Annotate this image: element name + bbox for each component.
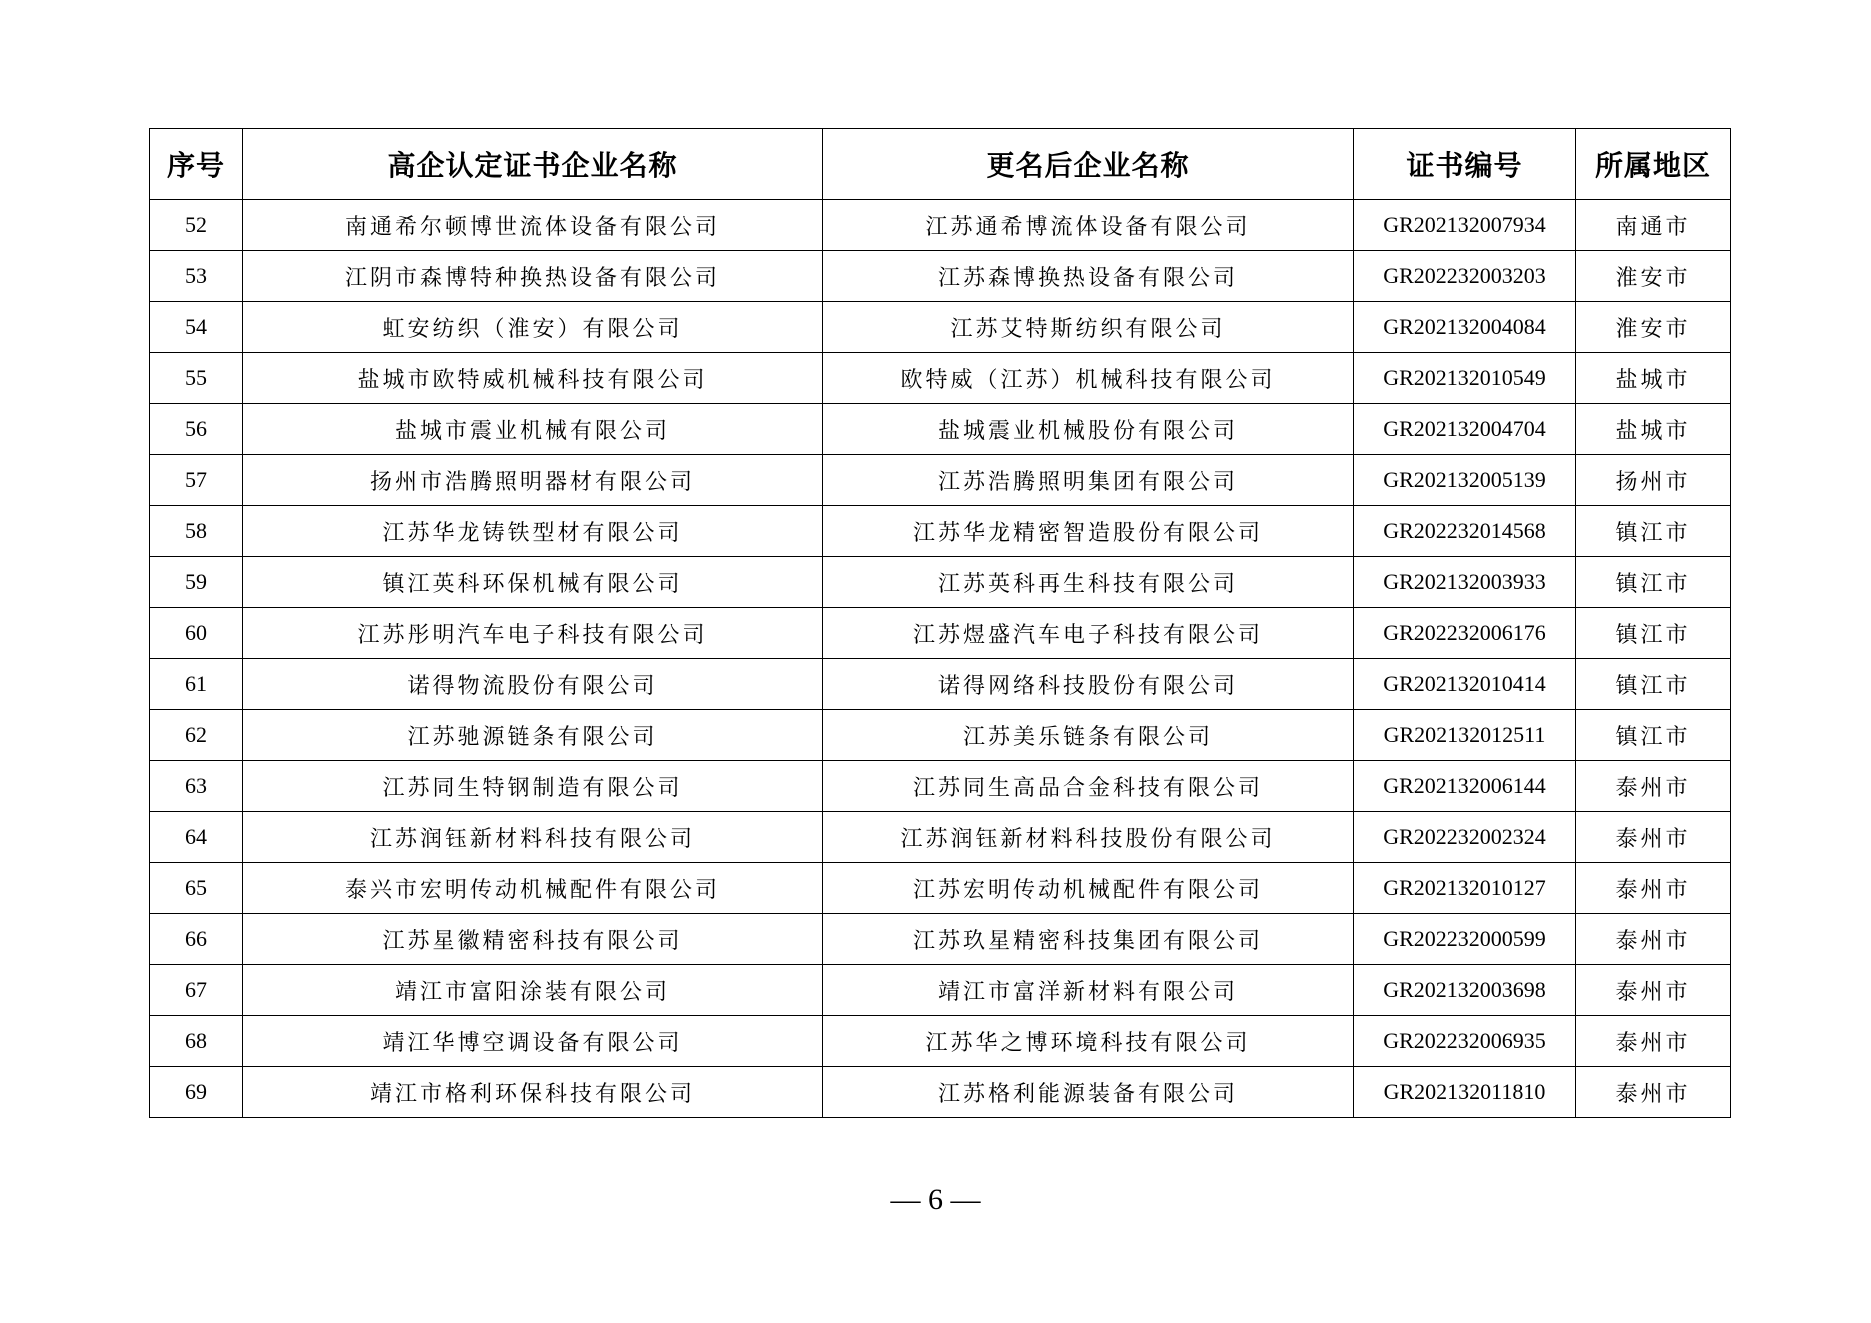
cell-region: 镇江市 xyxy=(1576,710,1731,761)
cell-original-name: 靖江华博空调设备有限公司 xyxy=(243,1016,823,1067)
cell-cert-no: GR202132004084 xyxy=(1354,302,1576,353)
header-new-name: 更名后企业名称 xyxy=(823,129,1354,200)
cell-cert-no: GR202232006935 xyxy=(1354,1016,1576,1067)
cell-cert-no: GR202232006176 xyxy=(1354,608,1576,659)
cell-cert-no: GR202232000599 xyxy=(1354,914,1576,965)
cell-new-name: 江苏华之博环境科技有限公司 xyxy=(823,1016,1354,1067)
cell-cert-no: GR202132007934 xyxy=(1354,200,1576,251)
cell-region: 泰州市 xyxy=(1576,1016,1731,1067)
cell-new-name: 江苏格利能源装备有限公司 xyxy=(823,1067,1354,1118)
cell-new-name: 江苏华龙精密智造股份有限公司 xyxy=(823,506,1354,557)
cell-num: 65 xyxy=(150,863,243,914)
cell-num: 62 xyxy=(150,710,243,761)
cell-new-name: 江苏玖星精密科技集团有限公司 xyxy=(823,914,1354,965)
table-row xyxy=(150,608,1731,659)
cell-num: 57 xyxy=(150,455,243,506)
cell-new-name: 江苏英科再生科技有限公司 xyxy=(823,557,1354,608)
cell-new-name: 江苏宏明传动机械配件有限公司 xyxy=(823,863,1354,914)
cell-new-name: 江苏通希博流体设备有限公司 xyxy=(823,200,1354,251)
table-row xyxy=(150,200,1731,251)
cell-new-name: 江苏艾特斯纺织有限公司 xyxy=(823,302,1354,353)
cell-num: 68 xyxy=(150,1016,243,1067)
cell-cert-no: GR202132004704 xyxy=(1354,404,1576,455)
cell-num: 67 xyxy=(150,965,243,1016)
cell-cert-no: GR202132012511 xyxy=(1354,710,1576,761)
cell-region: 泰州市 xyxy=(1576,863,1731,914)
cell-num: 58 xyxy=(150,506,243,557)
cell-region: 淮安市 xyxy=(1576,251,1731,302)
cell-region: 泰州市 xyxy=(1576,914,1731,965)
table-header xyxy=(150,129,1731,200)
cell-region: 泰州市 xyxy=(1576,965,1731,1016)
table-row xyxy=(150,863,1731,914)
cell-region: 镇江市 xyxy=(1576,506,1731,557)
cell-new-name: 诺得网络科技股份有限公司 xyxy=(823,659,1354,710)
cell-region: 镇江市 xyxy=(1576,557,1731,608)
cell-new-name: 盐城震业机械股份有限公司 xyxy=(823,404,1354,455)
table-row xyxy=(150,812,1731,863)
cell-region: 泰州市 xyxy=(1576,812,1731,863)
table-row xyxy=(150,506,1731,557)
table-row xyxy=(150,1016,1731,1067)
table-row xyxy=(150,404,1731,455)
cell-cert-no: GR202132003933 xyxy=(1354,557,1576,608)
cell-num: 61 xyxy=(150,659,243,710)
cell-original-name: 盐城市震业机械有限公司 xyxy=(243,404,823,455)
cell-new-name: 江苏同生高品合金科技有限公司 xyxy=(823,761,1354,812)
table-row xyxy=(150,914,1731,965)
cell-new-name: 江苏美乐链条有限公司 xyxy=(823,710,1354,761)
cell-cert-no: GR202132010414 xyxy=(1354,659,1576,710)
cell-original-name: 扬州市浩腾照明器材有限公司 xyxy=(243,455,823,506)
table-row xyxy=(150,302,1731,353)
cell-cert-no: GR202232002324 xyxy=(1354,812,1576,863)
cell-original-name: 泰兴市宏明传动机械配件有限公司 xyxy=(243,863,823,914)
cell-num: 53 xyxy=(150,251,243,302)
cell-original-name: 江阴市森博特种换热设备有限公司 xyxy=(243,251,823,302)
cell-num: 55 xyxy=(150,353,243,404)
cell-num: 66 xyxy=(150,914,243,965)
table-row xyxy=(150,557,1731,608)
header-num: 序号 xyxy=(150,129,243,200)
cell-cert-no: GR202132010549 xyxy=(1354,353,1576,404)
enterprise-rename-table xyxy=(149,128,1731,1118)
cell-new-name: 江苏森博换热设备有限公司 xyxy=(823,251,1354,302)
table-row xyxy=(150,455,1731,506)
cell-region: 镇江市 xyxy=(1576,659,1731,710)
cell-cert-no: GR202232003203 xyxy=(1354,251,1576,302)
header-region: 所属地区 xyxy=(1576,129,1731,200)
header-cert-no: 证书编号 xyxy=(1354,129,1576,200)
cell-original-name: 盐城市欧特威机械科技有限公司 xyxy=(243,353,823,404)
cell-num: 63 xyxy=(150,761,243,812)
table-row xyxy=(150,251,1731,302)
cell-region: 淮安市 xyxy=(1576,302,1731,353)
table-row xyxy=(150,761,1731,812)
table-row xyxy=(150,1067,1731,1118)
cell-cert-no: GR202132005139 xyxy=(1354,455,1576,506)
cell-cert-no: GR202132006144 xyxy=(1354,761,1576,812)
cell-region: 扬州市 xyxy=(1576,455,1731,506)
page-number: — 6 — xyxy=(890,1183,981,1216)
cell-original-name: 江苏华龙铸铁型材有限公司 xyxy=(243,506,823,557)
cell-region: 南通市 xyxy=(1576,200,1731,251)
cell-original-name: 虹安纺织（淮安）有限公司 xyxy=(243,302,823,353)
cell-region: 镇江市 xyxy=(1576,608,1731,659)
cell-region: 盐城市 xyxy=(1576,353,1731,404)
cell-original-name: 江苏润钰新材料科技有限公司 xyxy=(243,812,823,863)
cell-num: 52 xyxy=(150,200,243,251)
cell-original-name: 靖江市富阳涂装有限公司 xyxy=(243,965,823,1016)
cell-original-name: 镇江英科环保机械有限公司 xyxy=(243,557,823,608)
cell-num: 60 xyxy=(150,608,243,659)
cell-original-name: 靖江市格利环保科技有限公司 xyxy=(243,1067,823,1118)
cell-num: 59 xyxy=(150,557,243,608)
cell-cert-no: GR202132003698 xyxy=(1354,965,1576,1016)
cell-original-name: 江苏星徽精密科技有限公司 xyxy=(243,914,823,965)
cell-num: 64 xyxy=(150,812,243,863)
cell-region: 泰州市 xyxy=(1576,761,1731,812)
cell-num: 54 xyxy=(150,302,243,353)
cell-num: 56 xyxy=(150,404,243,455)
cell-region: 盐城市 xyxy=(1576,404,1731,455)
cell-original-name: 诺得物流股份有限公司 xyxy=(243,659,823,710)
cell-num: 69 xyxy=(150,1067,243,1118)
cell-new-name: 靖江市富洋新材料有限公司 xyxy=(823,965,1354,1016)
cell-original-name: 南通希尔顿博世流体设备有限公司 xyxy=(243,200,823,251)
table-row xyxy=(150,965,1731,1016)
table-row xyxy=(150,659,1731,710)
cell-new-name: 江苏润钰新材料科技股份有限公司 xyxy=(823,812,1354,863)
cell-new-name: 江苏浩腾照明集团有限公司 xyxy=(823,455,1354,506)
cell-original-name: 江苏同生特钢制造有限公司 xyxy=(243,761,823,812)
cell-new-name: 江苏煜盛汽车电子科技有限公司 xyxy=(823,608,1354,659)
cell-cert-no: GR202232014568 xyxy=(1354,506,1576,557)
table-body xyxy=(150,200,1731,1118)
table-row xyxy=(150,353,1731,404)
cell-region: 泰州市 xyxy=(1576,1067,1731,1118)
cell-new-name: 欧特威（江苏）机械科技有限公司 xyxy=(823,353,1354,404)
cell-cert-no: GR202132010127 xyxy=(1354,863,1576,914)
header-original-name: 高企认定证书企业名称 xyxy=(243,129,823,200)
table-row xyxy=(150,710,1731,761)
cell-original-name: 江苏彤明汽车电子科技有限公司 xyxy=(243,608,823,659)
header-row xyxy=(150,129,1731,200)
cell-cert-no: GR202132011810 xyxy=(1354,1067,1576,1118)
cell-original-name: 江苏驰源链条有限公司 xyxy=(243,710,823,761)
